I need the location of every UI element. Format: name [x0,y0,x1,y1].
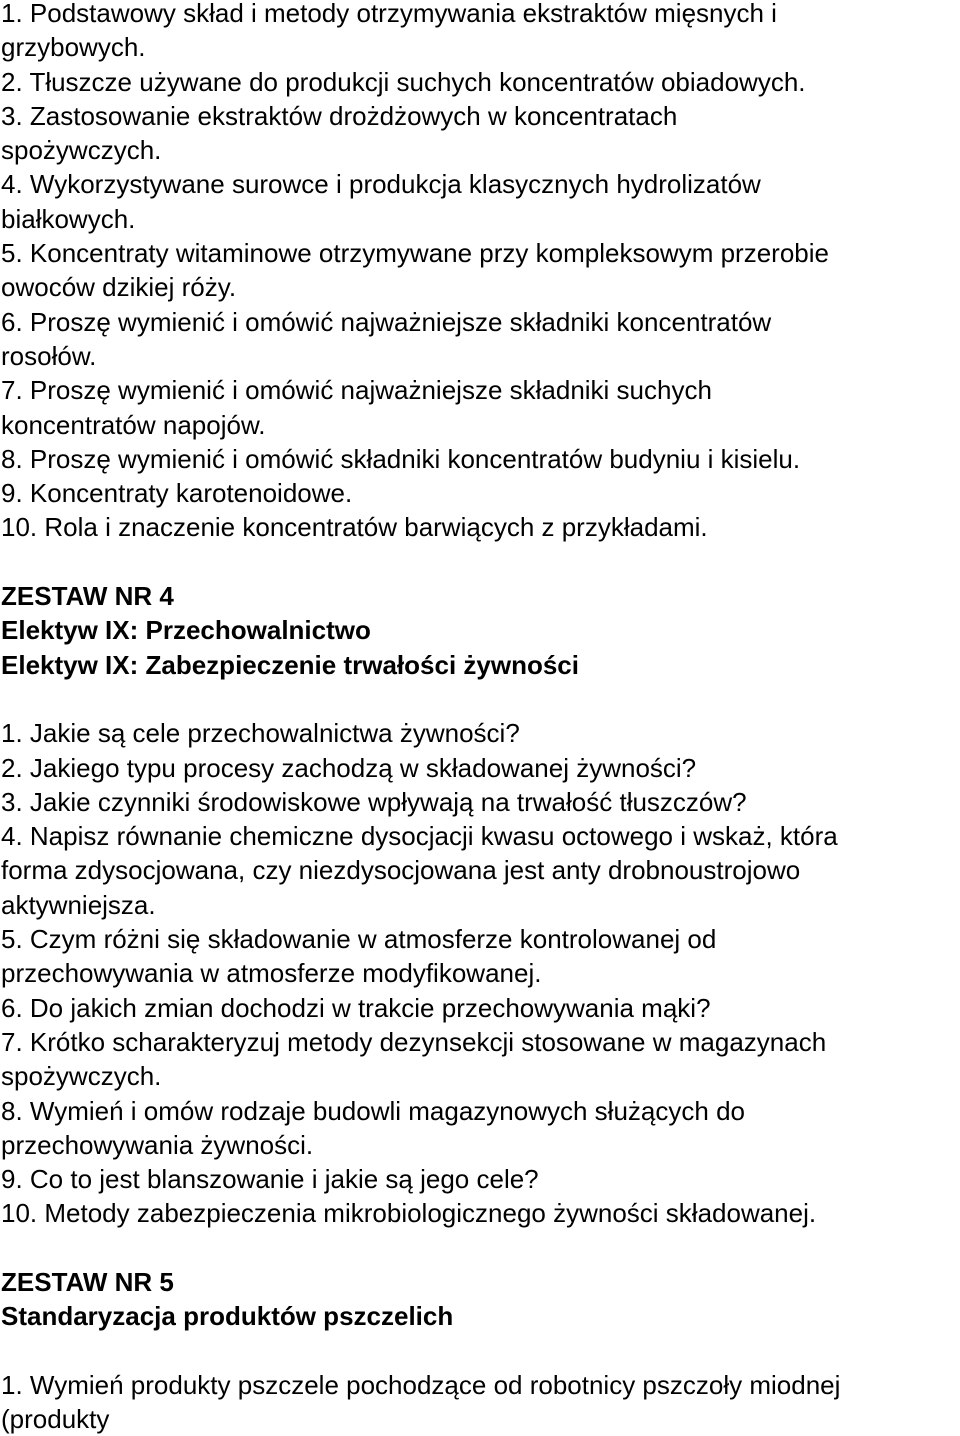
set-5-section [1,1265,960,1436]
question-line: 5. Koncentraty witaminowe otrzymywane przy kompleksowym przerobie [1,238,829,269]
question-line: 6. Do jakich zmian dochodzi w trakcie przechowywania mąki? [1,992,711,1023]
question-line: 2. Jakiego typu procesy zachodzą w składowanej żywności? [1,752,697,783]
question-line: 1. Wymień produkty pszczele pochodzące od robotnicy pszczoły miodnej [1,1369,841,1400]
question-line: 7. Krótko scharakteryzuj metody dezynsekcji stosowane w magazynach [1,1026,827,1057]
question-line: 8. Wymień i omów rodzaje budowli magazynowych służących do [1,1095,745,1126]
question-line: 9. Co to jest blanszowanie i jakie są jego cele? [1,1164,539,1195]
question-line: 4. Wykorzystywane surowce i produkcja klasycznych hydrolizatów [1,169,761,200]
set-4-elective-2: Elektyw IX: Zabezpieczenie trwałości żywności [1,649,579,680]
question-line: 3. Jakie czynniki środowiskowe wpływają na trwałość tłuszczów? [1,786,747,817]
set-4-title: ZESTAW NR 4 [1,581,174,612]
question-line: przechowywania w atmosferze modyfikowanej. [1,958,542,989]
question-line: białkowych. [1,203,136,234]
question-line: 7. Proszę wymienić i omówić najważniejsze składniki suchych [1,375,712,406]
question-line: 5. Czym różni się składowanie w atmosferze kontrolowanej od [1,924,717,955]
question-line: 9. Koncentraty karotenoidowe. [1,478,353,509]
question-line: forma zdysocjowana, czy niezdysocjowana jest anty drobnoustrojowo [1,855,801,886]
set-4-section [1,579,960,1231]
question-line: przechowywania żywności. [1,1129,314,1160]
question-line: 2. Tłuszcze używane do produkcji suchych koncentratów obiadowych. [1,66,806,97]
question-line: 8. Proszę wymienić i omówić składniki koncentratów budyniu i kisielu. [1,443,801,474]
question-line: 1. Podstawowy skład i metody otrzymywania ekstraktów mięsnych i [1,0,777,28]
question-line: spożywczych. [1,1061,162,1092]
spacer [1,545,960,579]
spacer [1,682,960,716]
question-line: 6. Proszę wymienić i omówić najważniejsze składniki koncentratów [1,306,772,337]
set-4-elective-1: Elektyw IX: Przechowalnictwo [1,615,371,646]
question-list-previous-set [1,0,960,545]
question-line: grzybowych. [1,32,146,63]
spacer [1,1231,960,1265]
question-line: aktywniejsza. [1,889,156,920]
question-line: (produkty [1,1404,110,1435]
spacer [1,1334,960,1368]
question-line: 10. Rola i znaczenie koncentratów barwiących z przykładami. [1,512,708,543]
question-line: 4. Napisz równanie chemiczne dysocjacji kwasu octowego i wskaż, która [1,821,838,852]
question-line: rosołów. [1,340,97,371]
question-line: 3. Zastosowanie ekstraktów drożdżowych w koncentratach [1,100,678,131]
question-line: 1. Jakie są cele przechowalnictwa żywności? [1,718,520,749]
set-5-title: ZESTAW NR 5 [1,1266,174,1297]
question-line: owoców dzikiej róży. [1,272,237,303]
set-5-subtitle: Standaryzacja produktów pszczelich [1,1301,454,1332]
question-line: spożywczych. [1,135,162,166]
question-line: 10. Metody zabezpieczenia mikrobiologicznego żywności składowanej. [1,1198,817,1229]
question-line: koncentratów napojów. [1,409,266,440]
